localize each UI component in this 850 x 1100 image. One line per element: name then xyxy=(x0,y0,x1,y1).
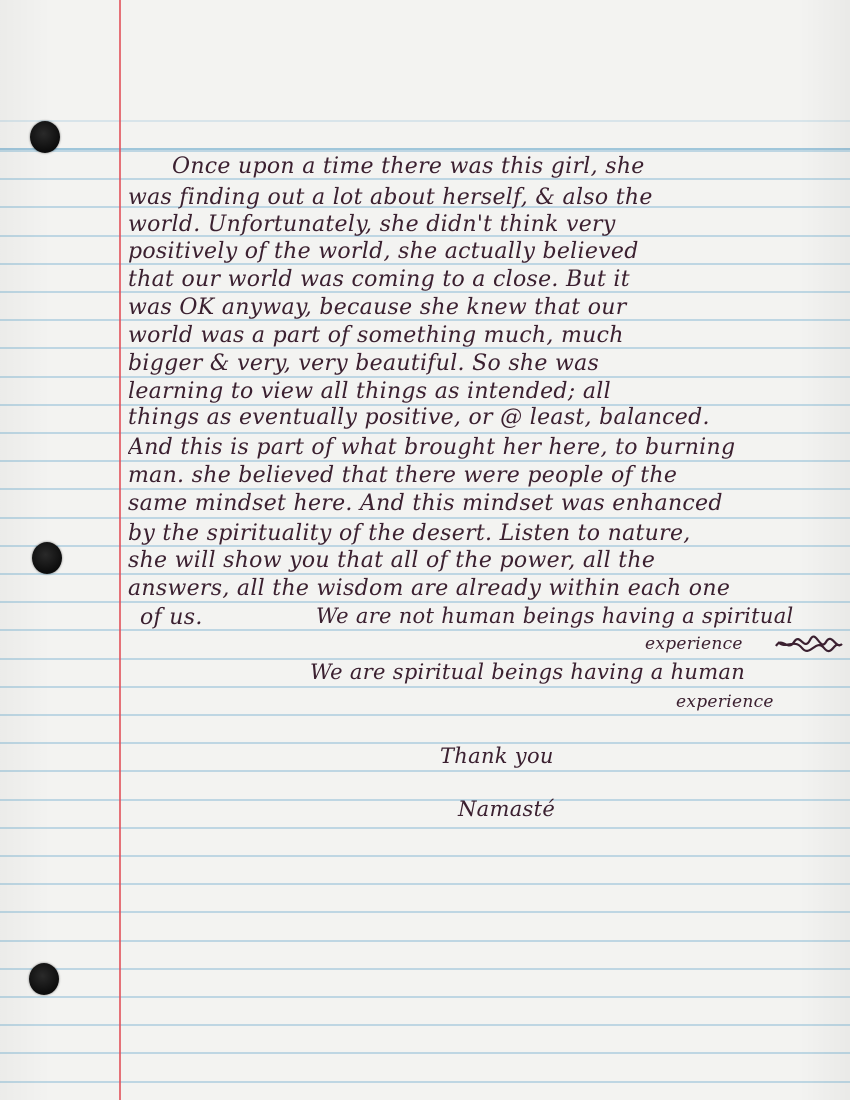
letter-line: Once upon a time there was this girl, she xyxy=(172,155,645,179)
quote-line-2-end: experience xyxy=(676,692,774,712)
letter-line: same mindset here. And this mindset was enhanced xyxy=(128,492,723,516)
letter-line: bigger & very, very beautiful. So she was xyxy=(128,352,600,376)
letter-line: And this is part of what brought her here, to burning xyxy=(128,436,736,460)
thank-you-text: Thank you xyxy=(440,744,554,768)
letter-line: was finding out a lot about herself, & also the xyxy=(128,186,653,210)
letter-line: positively of the world, she actually believed xyxy=(128,240,639,264)
letter-line: she will show you that all of the power, all the xyxy=(128,549,656,573)
letter-line: was OK anyway, because she knew that our xyxy=(128,296,627,320)
letter-line: world. Unfortunately, she didn't think very xyxy=(128,213,616,237)
letter-line: world was a part of something much, much xyxy=(128,324,624,348)
letter-line: man. she believed that there were people of the xyxy=(128,464,678,488)
letter-line: that our world was coming to a close. But it xyxy=(128,268,630,292)
quote-line-1-end: experience xyxy=(645,634,743,654)
letter-line: things as eventually positive, or @ least, balanced. xyxy=(128,406,710,430)
ink-scribble xyxy=(774,634,844,654)
quote-line-1: We are not human beings having a spiritual xyxy=(316,604,794,628)
quote-line-2: We are spiritual beings having a human xyxy=(310,660,746,684)
letter-line: learning to view all things as intended; all xyxy=(128,380,611,404)
letter-line: answers, all the wisdom are already within each one xyxy=(128,577,731,601)
letter-line: by the spirituality of the desert. Listen to nature, xyxy=(128,522,691,546)
letter-line: of us. xyxy=(140,606,203,630)
namaste-signoff: Namasté xyxy=(458,797,556,821)
